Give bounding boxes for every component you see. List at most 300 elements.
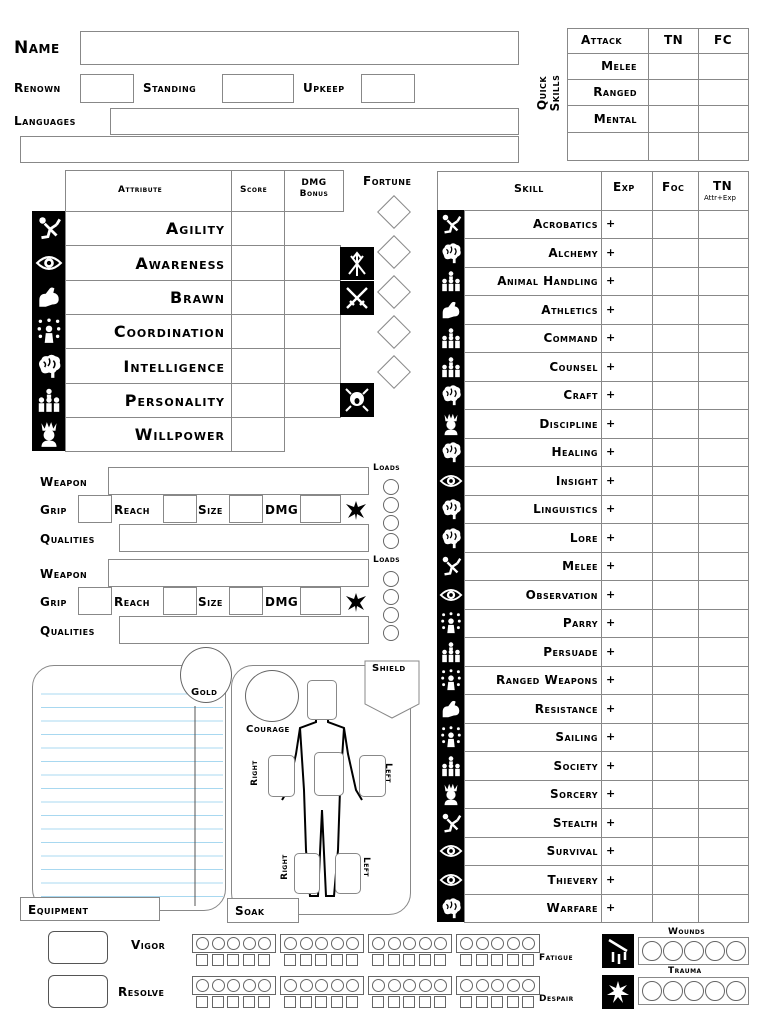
skill-name: Craft <box>563 388 598 402</box>
vigor-point[interactable] <box>491 937 504 950</box>
skill-exp-field[interactable] <box>601 666 653 695</box>
skill-observation-icon <box>437 580 465 609</box>
plus-icon: + <box>606 759 616 772</box>
fatigue-box[interactable] <box>522 954 534 966</box>
wound-point[interactable] <box>726 941 746 961</box>
reach-field[interactable] <box>163 587 197 615</box>
wound-point[interactable] <box>663 941 683 961</box>
name-label: Name <box>14 38 60 58</box>
skill-exp-field[interactable] <box>601 523 653 553</box>
skill-foc-field[interactable] <box>652 466 699 496</box>
attr-score-field[interactable] <box>231 348 285 384</box>
load-circle[interactable] <box>383 607 399 623</box>
skill-foc-field[interactable] <box>652 409 699 439</box>
attr-col-score: Score <box>240 185 268 195</box>
fatigue-box[interactable] <box>507 954 519 966</box>
attr-name: Personality <box>124 391 225 410</box>
fatigue-box[interactable] <box>258 954 270 966</box>
fatigue-box[interactable] <box>284 954 296 966</box>
skill-row-melee <box>464 552 602 581</box>
size-field[interactable] <box>229 495 263 523</box>
resolve-point[interactable] <box>403 979 416 992</box>
skill-exp-field[interactable] <box>601 723 653 752</box>
skill-col-exp: Exp <box>613 180 635 194</box>
skill-acrobatics-icon <box>437 210 465 238</box>
skill-tn-field[interactable] <box>698 808 749 838</box>
resolve-point[interactable] <box>434 979 447 992</box>
skill-tn-field[interactable] <box>698 609 749 638</box>
plus-icon: + <box>606 246 616 259</box>
skill-exp-field[interactable] <box>601 894 653 923</box>
vigor-point[interactable] <box>212 937 225 950</box>
fatigue-box[interactable] <box>315 954 327 966</box>
resolve-point[interactable] <box>476 979 489 992</box>
skill-tn-field[interactable] <box>698 523 749 553</box>
skill-name: Acrobatics <box>532 217 598 231</box>
skill-tn-field[interactable] <box>698 466 749 496</box>
skill-foc-field[interactable] <box>652 324 699 353</box>
plus-icon: + <box>606 702 616 715</box>
languages-field-2[interactable] <box>20 136 519 163</box>
size-field[interactable] <box>229 587 263 615</box>
vigor-point[interactable] <box>460 937 473 950</box>
load-circle[interactable] <box>383 533 399 549</box>
soak-label: Soak <box>235 904 265 918</box>
skill-foc-field[interactable] <box>652 438 699 467</box>
vigor-point[interactable] <box>346 937 359 950</box>
skill-tn-field[interactable] <box>698 495 749 524</box>
standing-label: Standing <box>143 81 197 95</box>
despair-box[interactable] <box>507 996 519 1008</box>
plus-icon: + <box>606 816 616 829</box>
load-circle[interactable] <box>383 571 399 587</box>
skill-tn-field[interactable] <box>698 238 749 268</box>
despair-box[interactable] <box>284 996 296 1008</box>
weapon-label: Weapon <box>40 475 88 489</box>
skill-tn-field[interactable] <box>698 666 749 695</box>
fortune-point-2[interactable] <box>377 235 411 269</box>
vigor-box[interactable] <box>48 931 108 964</box>
despair-box[interactable] <box>460 996 472 1008</box>
resolve-point[interactable] <box>419 979 432 992</box>
skill-stealth-icon <box>437 808 465 837</box>
despair-label: Despair <box>539 994 574 1004</box>
qualities-label: Qualities <box>40 624 95 638</box>
skill-exp-field[interactable] <box>601 238 653 268</box>
name-field[interactable] <box>80 31 519 65</box>
skill-tn-field[interactable] <box>698 210 749 239</box>
renown-label: Renown <box>14 81 61 95</box>
despair-box[interactable] <box>491 996 503 1008</box>
equipment-panel <box>32 665 226 911</box>
skill-foc-field[interactable] <box>652 808 699 838</box>
skill-name: Healing <box>551 445 598 459</box>
resolve-point[interactable] <box>243 979 256 992</box>
trauma-point[interactable] <box>684 981 704 1001</box>
trauma-point[interactable] <box>705 981 725 1001</box>
standing-field[interactable] <box>222 74 294 103</box>
skill-foc-field[interactable] <box>652 238 699 268</box>
upkeep-label: Upkeep <box>303 81 345 95</box>
plus-icon: + <box>606 417 616 430</box>
skill-foc-field[interactable] <box>652 865 699 895</box>
skill-foc-field[interactable] <box>652 495 699 524</box>
fortune-point-5[interactable] <box>377 355 411 389</box>
vigor-point[interactable] <box>331 937 344 950</box>
skill-tn-field[interactable] <box>698 409 749 439</box>
skill-foc-field[interactable] <box>652 609 699 638</box>
skill-tn-field[interactable] <box>698 694 749 724</box>
attr-dmg-field[interactable] <box>284 245 341 281</box>
armor-left-arm-box[interactable] <box>359 755 386 797</box>
weapon-name-field[interactable] <box>108 559 369 587</box>
attr-row <box>65 211 232 246</box>
vigor-label: Vigor <box>131 938 166 952</box>
despair-box[interactable] <box>372 996 384 1008</box>
skill-foc-field[interactable] <box>652 751 699 781</box>
skill-col-tn-sub: Attr+Exp <box>704 194 736 202</box>
skill-tn-field[interactable] <box>698 352 749 382</box>
quick-mental-tn[interactable] <box>648 105 699 133</box>
skill-tn-field[interactable] <box>698 438 749 467</box>
skill-command-icon <box>437 324 465 352</box>
load-circle[interactable] <box>383 479 399 495</box>
skill-exp-field[interactable] <box>601 865 653 895</box>
fatigue-box[interactable] <box>346 954 358 966</box>
fatigue-box[interactable] <box>212 954 224 966</box>
skill-tn-field[interactable] <box>698 865 749 895</box>
resolve-point[interactable] <box>522 979 535 992</box>
skill-society-icon <box>437 751 465 780</box>
resolve-point[interactable] <box>388 979 401 992</box>
trauma-point[interactable] <box>642 981 662 1001</box>
skill-exp-field[interactable] <box>601 609 653 638</box>
despair-box[interactable] <box>243 996 255 1008</box>
plus-icon: + <box>606 730 616 743</box>
attr-score-field[interactable] <box>231 314 285 349</box>
vigor-point[interactable] <box>258 937 271 950</box>
skill-foc-field[interactable] <box>652 666 699 695</box>
load-circle[interactable] <box>383 589 399 605</box>
vigor-point[interactable] <box>403 937 416 950</box>
attr-dmg-field[interactable] <box>284 314 341 349</box>
gold-label: Gold <box>191 687 218 698</box>
despair-box[interactable] <box>196 996 208 1008</box>
fortune-point-1[interactable] <box>377 195 411 229</box>
despair-box[interactable] <box>212 996 224 1008</box>
quick-melee-tn[interactable] <box>648 53 699 80</box>
resolve-point[interactable] <box>212 979 225 992</box>
skill-foc-field[interactable] <box>652 694 699 724</box>
skill-foc-field[interactable] <box>652 723 699 752</box>
skill-exp-field[interactable] <box>601 552 653 581</box>
skill-foc-field[interactable] <box>652 381 699 410</box>
fatigue-box[interactable] <box>434 954 446 966</box>
skill-foc-field[interactable] <box>652 552 699 581</box>
fatigue-box[interactable] <box>243 954 255 966</box>
despair-box[interactable] <box>476 996 488 1008</box>
resolve-point[interactable] <box>372 979 385 992</box>
vigor-point[interactable] <box>243 937 256 950</box>
fatigue-box[interactable] <box>460 954 472 966</box>
wounds-icon <box>602 934 634 968</box>
skill-exp-field[interactable] <box>601 751 653 781</box>
skill-tn-field[interactable] <box>698 837 749 866</box>
skill-foc-field[interactable] <box>652 210 699 239</box>
skill-tn-field[interactable] <box>698 780 749 809</box>
vigor-point[interactable] <box>476 937 489 950</box>
resolve-point[interactable] <box>258 979 271 992</box>
fatigue-box[interactable] <box>372 954 384 966</box>
resolve-point[interactable] <box>346 979 359 992</box>
plus-icon: + <box>606 474 616 487</box>
fatigue-box[interactable] <box>300 954 312 966</box>
attr-score-field[interactable] <box>231 417 285 452</box>
fortune-point-3[interactable] <box>377 275 411 309</box>
skill-alchemy-icon <box>437 238 465 267</box>
plus-icon: + <box>606 331 616 344</box>
skill-row-acrobatics <box>464 210 602 239</box>
fatigue-box[interactable] <box>476 954 488 966</box>
skill-tn-field[interactable] <box>698 324 749 353</box>
left-arm-label: Left <box>383 762 394 784</box>
despair-box[interactable] <box>403 996 415 1008</box>
skill-tn-field[interactable] <box>698 751 749 781</box>
skill-tn-field[interactable] <box>698 381 749 410</box>
quick-ranged-fc[interactable] <box>698 79 749 106</box>
fatigue-box[interactable] <box>196 954 208 966</box>
fatigue-box[interactable] <box>403 954 415 966</box>
skill-tn-field[interactable] <box>698 267 749 296</box>
skill-exp-field[interactable] <box>601 837 653 866</box>
vigor-point[interactable] <box>227 937 240 950</box>
quick-mental-fc[interactable] <box>698 105 749 133</box>
fatigue-box[interactable] <box>491 954 503 966</box>
quick-col-fc: FC <box>714 33 733 47</box>
armor-right-arm-box[interactable] <box>268 755 295 797</box>
skill-exp-field[interactable] <box>601 495 653 524</box>
skill-exp-field[interactable] <box>601 409 653 439</box>
languages-field-1[interactable] <box>110 108 519 135</box>
attr-dmg-field[interactable] <box>284 348 341 384</box>
skill-foc-field[interactable] <box>652 523 699 553</box>
reach-field[interactable] <box>163 495 197 523</box>
skill-exp-field[interactable] <box>601 324 653 353</box>
attr-score-field[interactable] <box>231 245 285 281</box>
attr-score-field[interactable] <box>231 211 285 246</box>
skill-name: Counsel <box>549 360 598 374</box>
plus-icon: + <box>606 673 616 686</box>
attr-name: Willpower <box>134 425 225 444</box>
resolve-point[interactable] <box>300 979 313 992</box>
quick-row-melee: Melee <box>601 59 637 73</box>
load-circle[interactable] <box>383 625 399 641</box>
fatigue-box[interactable] <box>331 954 343 966</box>
skill-name: Resistance <box>534 702 598 716</box>
skill-row-insight <box>464 466 602 496</box>
dmg-field[interactable] <box>300 587 341 615</box>
skill-foc-field[interactable] <box>652 894 699 923</box>
qualities-field[interactable] <box>119 524 369 552</box>
quick-melee-fc[interactable] <box>698 53 749 80</box>
skill-name: Stealth <box>552 816 598 830</box>
vigor-point[interactable] <box>315 937 328 950</box>
skill-row-healing <box>464 438 602 467</box>
courage-label: Courage <box>246 724 290 735</box>
despair-box[interactable] <box>331 996 343 1008</box>
skill-foc-field[interactable] <box>652 837 699 866</box>
skill-craft-icon <box>437 381 465 409</box>
resolve-box[interactable] <box>48 975 108 1008</box>
despair-box[interactable] <box>522 996 534 1008</box>
vigor-point[interactable] <box>300 937 313 950</box>
qualities-label: Qualities <box>40 532 95 546</box>
despair-box[interactable] <box>388 996 400 1008</box>
trauma-icon <box>602 975 634 1009</box>
skill-name: Sorcery <box>550 787 598 801</box>
resolve-point[interactable] <box>491 979 504 992</box>
vigor-point[interactable] <box>372 937 385 950</box>
skill-persuade-icon <box>437 637 465 666</box>
size-label: Size <box>198 595 223 609</box>
skill-foc-field[interactable] <box>652 295 699 325</box>
fortune-point-4[interactable] <box>377 315 411 349</box>
armor-head-box[interactable] <box>307 680 337 720</box>
despair-box[interactable] <box>346 996 358 1008</box>
skill-exp-field[interactable] <box>601 466 653 496</box>
attr-dmg-field[interactable] <box>284 280 341 315</box>
upkeep-field[interactable] <box>361 74 415 103</box>
grip-field[interactable] <box>78 587 112 615</box>
skill-name: Ranged Weapons <box>496 673 598 687</box>
armor-left-leg-box[interactable] <box>335 853 361 894</box>
skill-foc-field[interactable] <box>652 780 699 809</box>
shield-label: Shield <box>372 663 406 674</box>
vigor-point[interactable] <box>196 937 209 950</box>
skill-exp-field[interactable] <box>601 694 653 724</box>
skill-tn-field[interactable] <box>698 295 749 325</box>
resolve-point[interactable] <box>284 979 297 992</box>
skill-exp-field[interactable] <box>601 580 653 610</box>
quick-row-ranged: Ranged <box>593 85 637 99</box>
skill-name: Melee <box>562 559 598 573</box>
wound-point[interactable] <box>684 941 704 961</box>
skill-tn-field[interactable] <box>698 637 749 667</box>
quick-ranged-tn[interactable] <box>648 79 699 106</box>
skill-tn-field[interactable] <box>698 552 749 581</box>
dmg-field[interactable] <box>300 495 341 523</box>
skill-col-foc: Foc <box>662 180 685 194</box>
skill-exp-field[interactable] <box>601 381 653 410</box>
despair-box[interactable] <box>300 996 312 1008</box>
skill-exp-field[interactable] <box>601 438 653 467</box>
attr-row <box>65 348 232 384</box>
despair-box[interactable] <box>258 996 270 1008</box>
load-circle[interactable] <box>383 515 399 531</box>
armor-right-leg-box[interactable] <box>294 853 320 894</box>
screaming-head-icon <box>340 383 374 417</box>
skill-foc-field[interactable] <box>652 580 699 610</box>
skill-exp-field[interactable] <box>601 210 653 239</box>
skill-foc-field[interactable] <box>652 352 699 382</box>
load-circle[interactable] <box>383 497 399 513</box>
despair-box[interactable] <box>227 996 239 1008</box>
vigor-point[interactable] <box>388 937 401 950</box>
skill-tn-field[interactable] <box>698 580 749 610</box>
skill-exp-field[interactable] <box>601 780 653 809</box>
skill-sorcery-icon <box>437 780 465 808</box>
plus-icon: + <box>606 502 616 515</box>
phoenix-icon <box>344 590 368 618</box>
attr-score-field[interactable] <box>231 383 285 418</box>
skill-name: Linguistics <box>533 502 598 516</box>
trauma-point[interactable] <box>663 981 683 1001</box>
skill-exp-field[interactable] <box>601 637 653 667</box>
vigor-point[interactable] <box>434 937 447 950</box>
dmg-label: DMG <box>265 595 299 609</box>
vigor-point[interactable] <box>522 937 535 950</box>
plus-icon: + <box>606 588 616 601</box>
resolve-point[interactable] <box>315 979 328 992</box>
wound-point[interactable] <box>642 941 662 961</box>
skill-foc-field[interactable] <box>652 637 699 667</box>
weapon-name-field[interactable] <box>108 467 369 495</box>
skill-healing-icon <box>437 438 465 466</box>
despair-box[interactable] <box>315 996 327 1008</box>
wound-point[interactable] <box>705 941 725 961</box>
skill-exp-field[interactable] <box>601 295 653 325</box>
renown-field[interactable] <box>80 74 134 103</box>
skill-tn-field[interactable] <box>698 723 749 752</box>
quick-col-tn: TN <box>664 33 684 47</box>
qualities-field[interactable] <box>119 616 369 644</box>
despair-box[interactable] <box>434 996 446 1008</box>
fatigue-box[interactable] <box>419 954 431 966</box>
armor-torso-box[interactable] <box>314 752 344 796</box>
skill-exp-field[interactable] <box>601 267 653 296</box>
attr-score-field[interactable] <box>231 280 285 315</box>
vigor-point[interactable] <box>507 937 520 950</box>
fatigue-box[interactable] <box>388 954 400 966</box>
vigor-point[interactable] <box>419 937 432 950</box>
skill-row-society <box>464 751 602 781</box>
skill-foc-field[interactable] <box>652 267 699 296</box>
skill-survival-icon <box>437 837 465 865</box>
skill-tn-field[interactable] <box>698 894 749 923</box>
skill-linguistics-icon <box>437 495 465 523</box>
attr-dmg-field[interactable] <box>284 383 341 418</box>
resolve-point[interactable] <box>331 979 344 992</box>
resolve-point[interactable] <box>196 979 209 992</box>
skill-thievery-icon <box>437 865 465 894</box>
skill-exp-field[interactable] <box>601 352 653 382</box>
skill-exp-field[interactable] <box>601 808 653 838</box>
resolve-point[interactable] <box>460 979 473 992</box>
quick-skills-title: Quick Skills <box>535 74 562 112</box>
skill-row-counsel <box>464 352 602 382</box>
wounds-label: Wounds <box>668 927 706 937</box>
fatigue-box[interactable] <box>227 954 239 966</box>
skill-sailing-icon <box>437 723 465 751</box>
vigor-point[interactable] <box>284 937 297 950</box>
despair-box[interactable] <box>419 996 431 1008</box>
grip-field[interactable] <box>78 495 112 523</box>
resolve-point[interactable] <box>227 979 240 992</box>
trauma-point[interactable] <box>726 981 746 1001</box>
dmg-label: DMG <box>265 503 299 517</box>
resolve-point[interactable] <box>507 979 520 992</box>
skill-name: Command <box>543 331 598 345</box>
